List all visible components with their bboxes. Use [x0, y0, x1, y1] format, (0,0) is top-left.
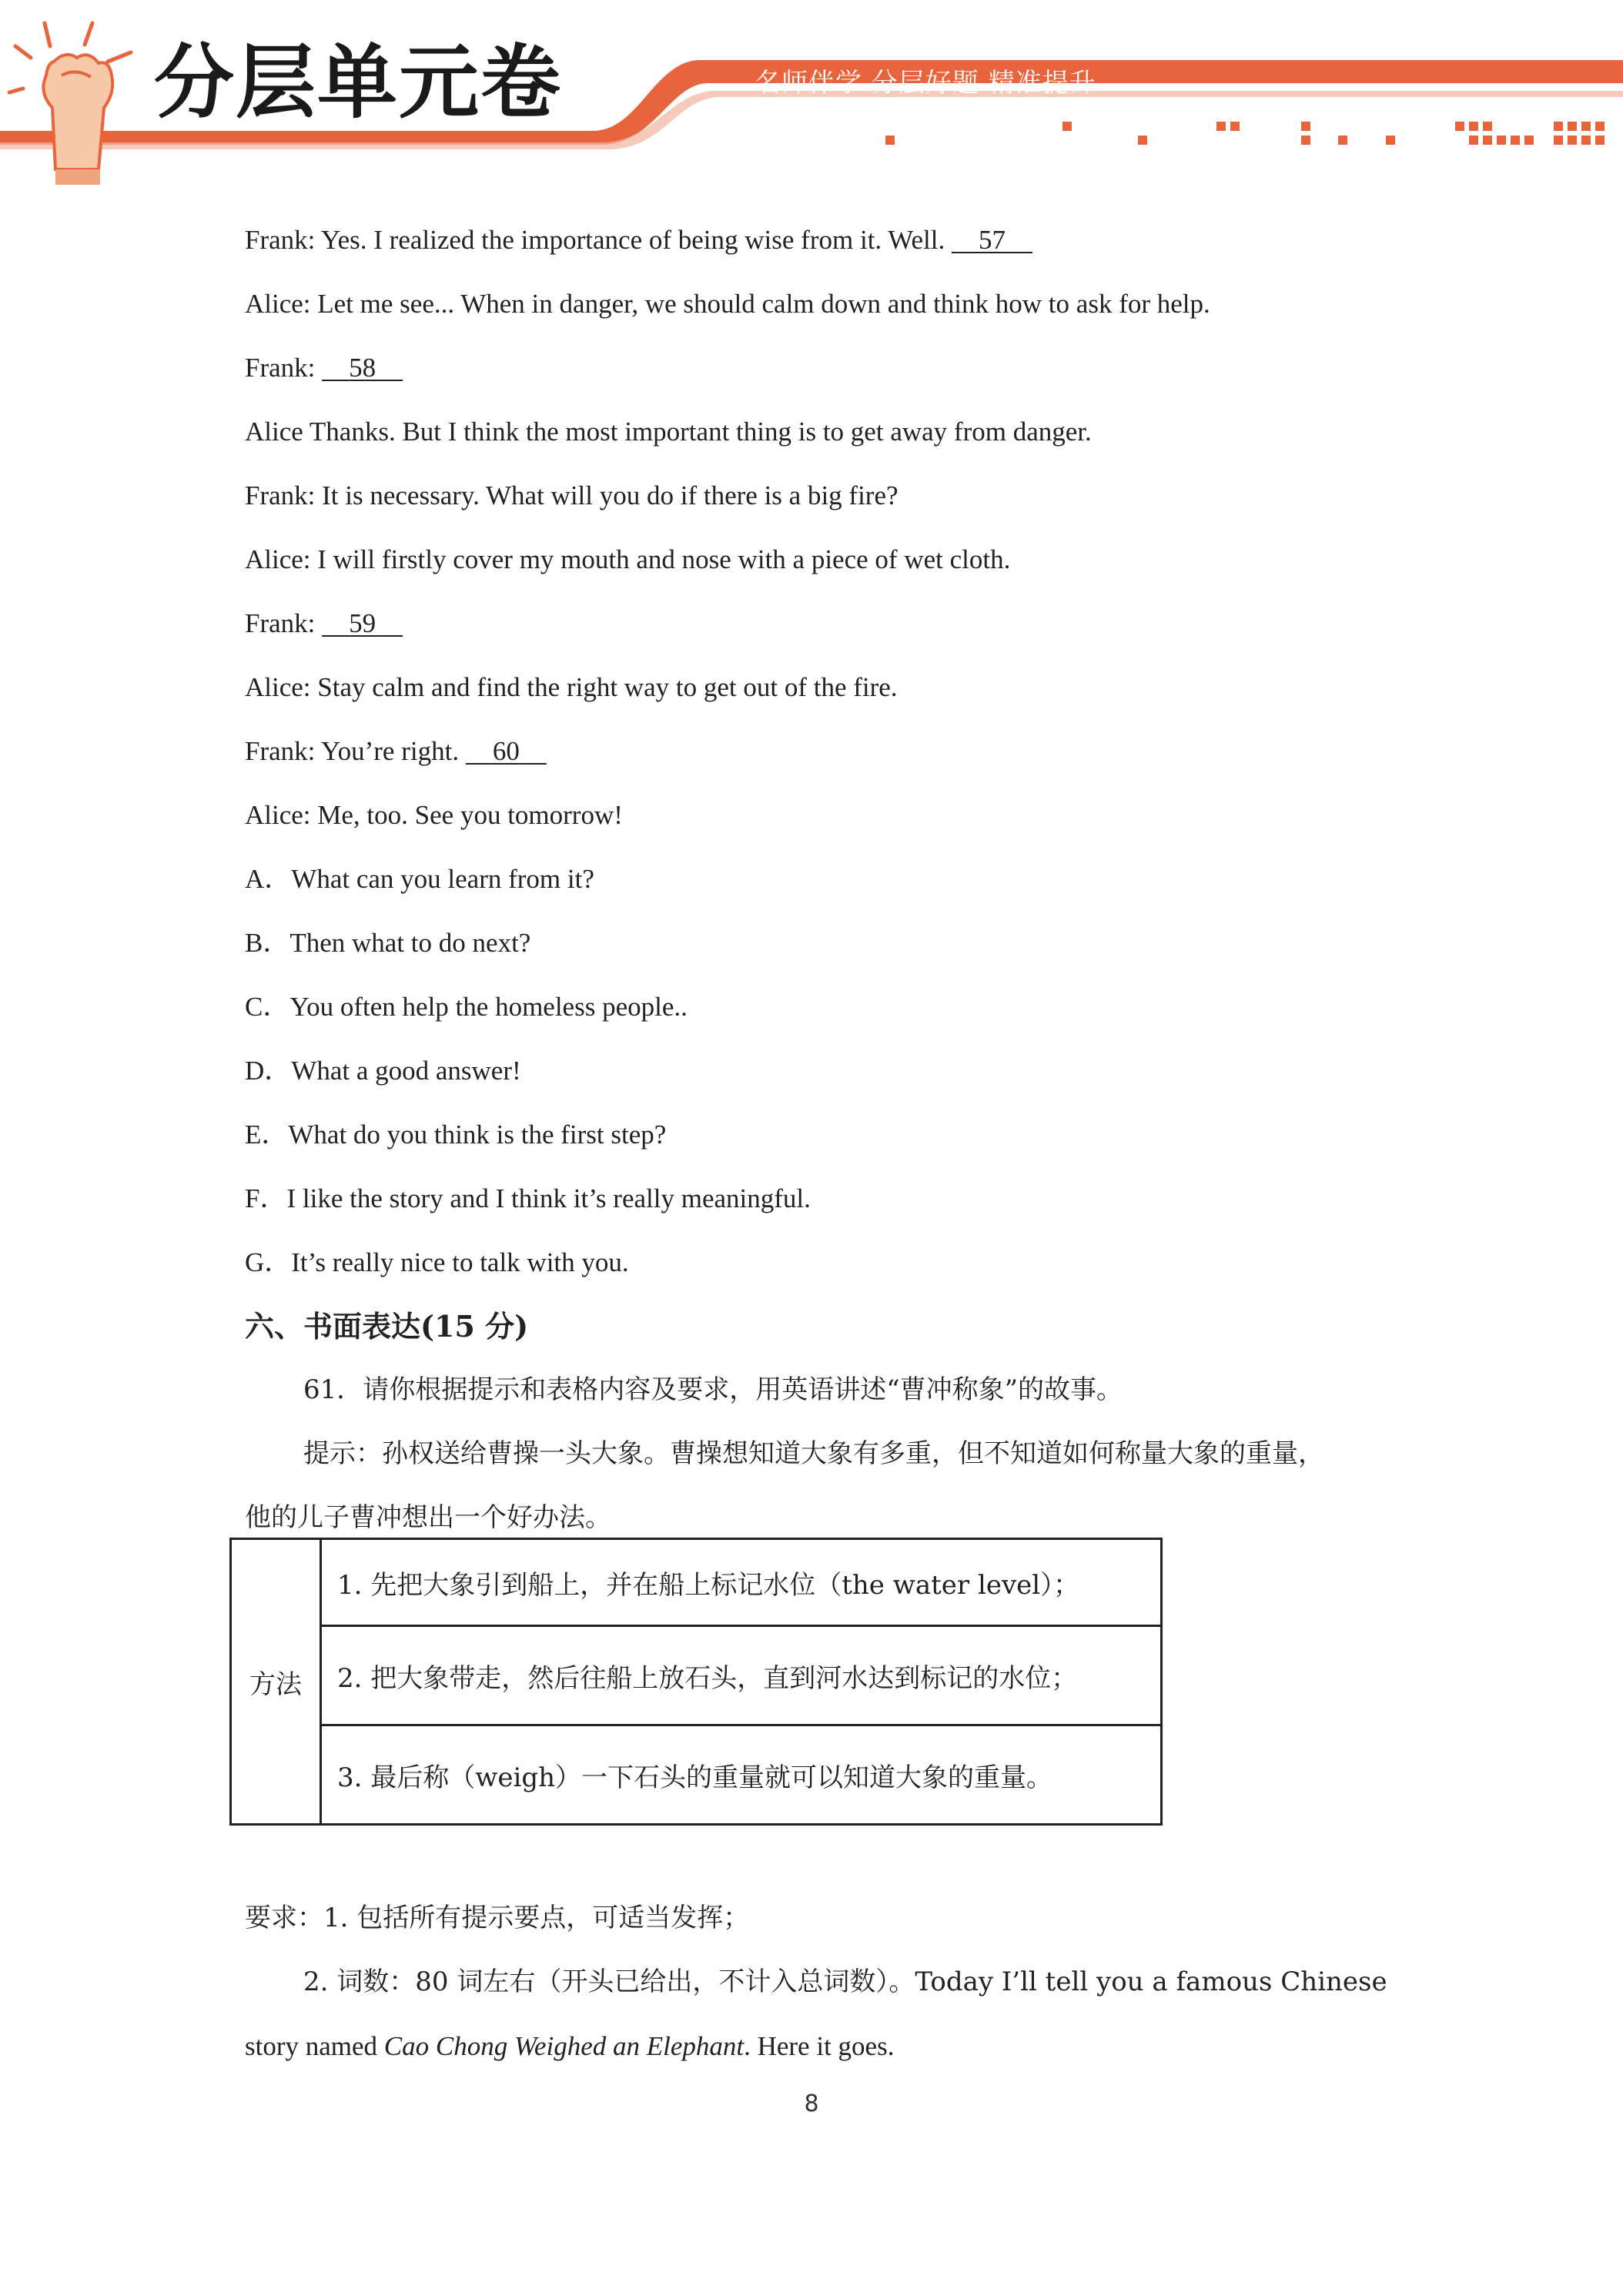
- hint-text: 提示：孙权送给曹操一头大象。曹操想知道大象有多重，但不知道如何称量大象的重量，: [303, 1438, 1324, 1469]
- dialogue-line: Alice: I will firstly cover my mouth and nose with a piece of wet cloth.: [245, 544, 1011, 574]
- dialogue-line: Frank: You’re right. 60: [245, 719, 1400, 783]
- method-label: 方法: [231, 1539, 321, 1825]
- requirement-line: story named Cao Chong Weighed an Elephant. Here it goes.: [245, 2031, 895, 2061]
- method-step: 1. 先把大象引到船上，并在船上标记水位（the water level）；: [321, 1539, 1162, 1626]
- dialogue-line: Alice Thanks. But I think the most important thing is to get away from danger.: [245, 417, 1092, 447]
- requirements: [245, 1886, 1400, 2078]
- option-item: A．What can you learn from it?: [245, 864, 594, 894]
- method-step: 3. 最后称（weigh）一下石头的重量就可以知道大象的重量。: [321, 1725, 1162, 1825]
- option-item: G．It’s really nice to talk with you.: [245, 1247, 629, 1277]
- question-prompt: 61．请你根据提示和表格内容及要求，用英语讲述“曹冲称象”的故事。: [303, 1374, 1123, 1405]
- answer-blank: 57: [979, 225, 1006, 255]
- dialogue-line: Frank: It is necessary. What will you do if there is a big fire?: [245, 480, 899, 510]
- method-step: 2. 把大象带走，然后往船上放石头，直到河水达到标记的水位；: [321, 1626, 1162, 1725]
- option-item: F．I like the story and I think it’s really meaningful.: [245, 1183, 811, 1213]
- brand-title: 分层单元卷: [154, 35, 563, 129]
- dialogue-line: Frank: 59: [245, 591, 1400, 655]
- option-item: E．What do you think is the first step?: [245, 1120, 667, 1150]
- dialogue-line: Alice: Stay calm and find the right way to get out of the fire.: [245, 672, 898, 702]
- dialogue-line: Alice: Me, too. See you tomorrow!: [245, 800, 623, 830]
- option-item: C．You often help the homeless people..: [245, 992, 688, 1022]
- requirement-line: 要求：1. 包括所有提示要点，可适当发挥；: [245, 1903, 750, 1933]
- dialogue-line: Frank: Yes. I realized the importance of being wise from it. Well. 57: [245, 208, 1400, 272]
- answer-blank: 58: [349, 353, 376, 383]
- option-item: B．Then what to do next?: [245, 928, 531, 958]
- requirement-line: 2. 词数：80 词左右（开头已给出，不计入总词数）。Today I’ll tell you a famous Chinese: [303, 1966, 1387, 1997]
- story-title: Cao Chong Weighed an Elephant: [383, 2031, 745, 2061]
- exam-content: [245, 208, 1400, 1550]
- dialogue-line: Frank: 58: [245, 336, 1400, 400]
- dialogue-line: Alice: Let me see... When in danger, we should calm down and think how to ask for help.: [245, 289, 1210, 319]
- page-number: 8: [804, 2090, 819, 2117]
- method-table: [229, 1538, 1163, 1826]
- answer-blank: 59: [349, 608, 376, 638]
- answer-blank: 60: [492, 736, 520, 766]
- header-slogan: 名师伴学 分层好题 精准提升: [755, 68, 1096, 99]
- section-heading: 六、书面表达(15 分): [245, 1309, 529, 1344]
- fist-icon: [8, 15, 146, 192]
- hint-text: 他的儿子曹冲想出一个好办法。: [245, 1502, 611, 1533]
- page-header: [0, 0, 1623, 177]
- option-item: D．What a good answer!: [245, 1056, 521, 1086]
